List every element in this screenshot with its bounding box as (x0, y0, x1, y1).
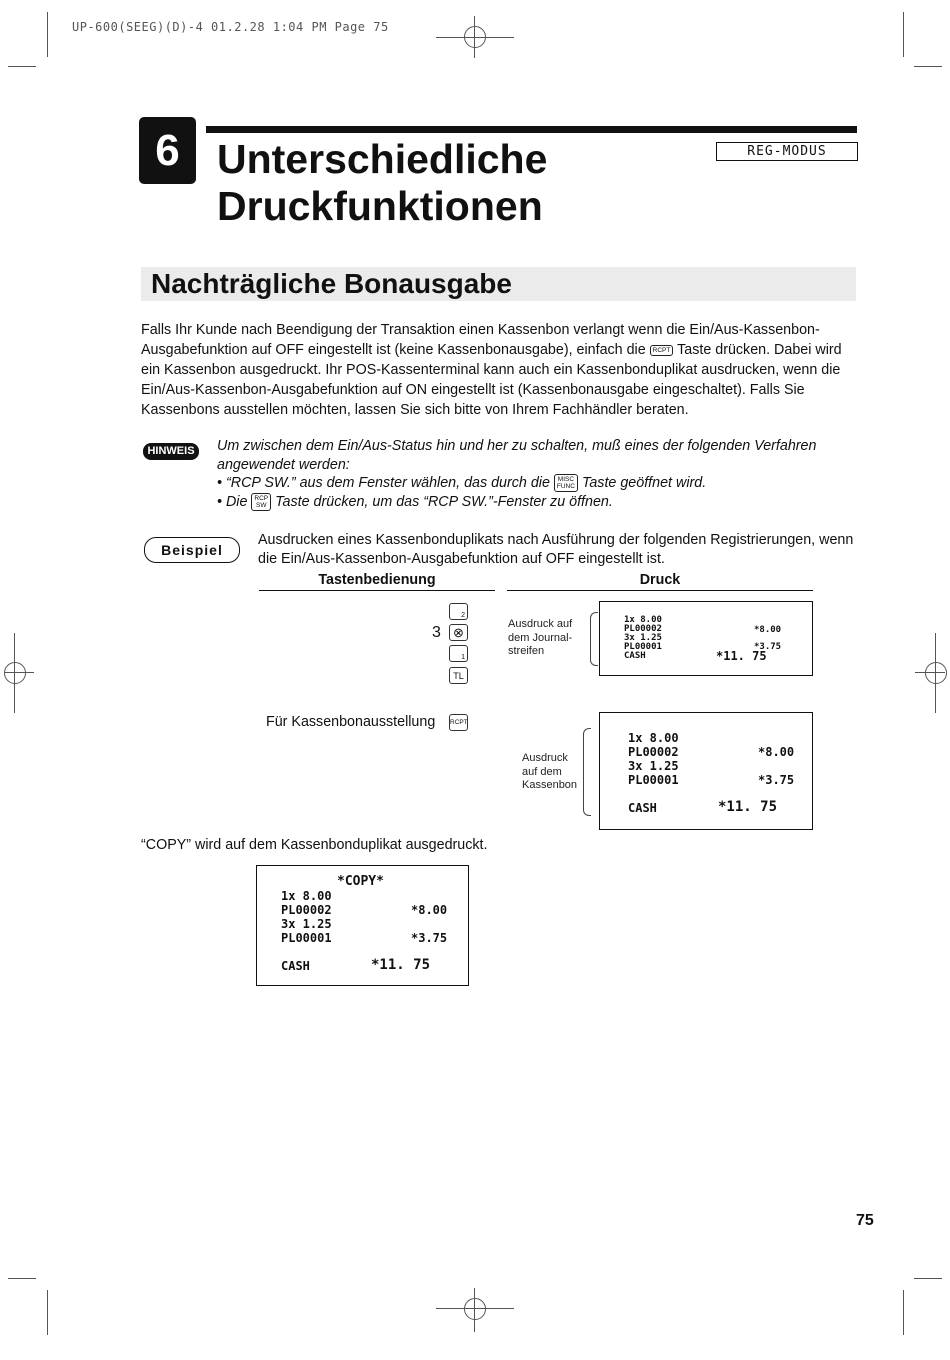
chapter-title (217, 136, 697, 230)
receipt-print-label: Ausdruck auf dem Kassenbon (522, 752, 578, 791)
crop-mark (47, 1290, 48, 1335)
copy-receipt: *COPY* 1x 8.00 PL00002 3x 1.25 PL00001 CASH *8.00 *3.75 *11. 75 (256, 865, 469, 986)
journal-label: Ausdruck auf dem Journal- streifen (508, 618, 573, 657)
page-number: 75 (856, 1212, 874, 1229)
column-header-print: Druck (639, 572, 681, 588)
crop-mark (914, 1278, 942, 1279)
example-description: Ausdrucken eines Kassenbonduplikats nach Ausführung der folgenden Registrierungen, wenn die Ein/Aus-Kassenbon-Ausgabefunktion auf OFF eingestellt ist. (258, 532, 854, 567)
hinweis-bullet2: • Die RCP SW Taste drücken, um das “RCP SW.”-Fenster zu öffnen. (217, 493, 613, 510)
crop-mark (903, 1290, 904, 1335)
crop-mark (47, 12, 48, 57)
mode-badge: REG-MODUS (716, 142, 858, 161)
crop-mark (914, 66, 942, 67)
numeric-key-1: 1 (449, 645, 468, 662)
intro-paragraph (141, 320, 861, 420)
registration-mark (436, 37, 514, 38)
column-header-keys: Tastenbedienung (318, 572, 436, 588)
quantity-label: 3 (432, 624, 441, 641)
crop-mark (8, 1278, 36, 1279)
registration-mark (474, 1288, 475, 1332)
multiply-key-icon: ⊗ (449, 624, 468, 641)
registration-mark (436, 1308, 514, 1309)
registration-mark (4, 662, 26, 684)
rcpt-key-icon: RCPT (650, 345, 674, 356)
chapter-title-line2: Druckfunktionen (217, 183, 543, 229)
chapter-title-line1: Unterschiedliche (217, 136, 548, 182)
crop-mark (8, 66, 36, 67)
registration-mark (4, 672, 34, 673)
numeric-key-2: 2 (449, 603, 468, 620)
registration-mark (925, 662, 947, 684)
registration-mark (474, 16, 475, 58)
column-rule (507, 590, 813, 591)
registration-mark (464, 1298, 486, 1320)
chapter-number: 6 (139, 117, 196, 184)
receipt-issue-label: Für Kassenbonausstellung (266, 714, 436, 730)
chapter-rule (206, 126, 857, 133)
section-title: Nachträgliche Bonausgabe (151, 268, 512, 299)
rcp-sw-key-icon: RCP SW (251, 493, 271, 511)
print-header: UP-600(SEEG)(D)-4 01.2.28 1:04 PM Page 75 (72, 20, 389, 34)
journal-print: 1x 8.00 PL00002 3x 1.25 PL00001 CASH *8.00 *3.75 *11. 75 (599, 601, 813, 676)
registration-mark (14, 633, 15, 713)
copy-note: “COPY” wird auf dem Kassenbonduplikat ausgedruckt. (141, 837, 488, 853)
hinweis-note (217, 437, 867, 511)
intro-text-1: Falls Ihr Kunde nach Beendigung der Transaktion einen Kassenbon verlangt wenn die Ein/Aus-Kassenbon-Ausgabefunktion auf OFF eingestellt ist (keine Kassenbonausgabe), einfach die (141, 322, 820, 358)
intro-text-2: Taste drücken. Dabei wird ein Kassenbon ausgedruckt. Ihr POS-Kassenterminal kann auch ein Kassenbonduplikat ausdrucken, wenn die Ein/Aus-Kassenbon-Ausgabefunktion auf ON eingestellt ist (Kassenbonausgabe eingeschaltet). Falls Sie Kassenbons ausstellen möchten, lassen Sie sich bitte von Ihrem Fachhändler beraten. (141, 342, 842, 418)
misc-func-key-icon: MISC FUNC (554, 474, 578, 492)
journal-brace (590, 612, 598, 666)
beispiel-tag: Beispiel (144, 537, 240, 563)
rcpt-key: RCPT (449, 714, 468, 731)
receipt-brace (583, 728, 591, 816)
hinweis-bullet1: • “RCP SW.” aus dem Fenster wählen, das durch die MISC FUNC Taste geöffnet wird. (217, 475, 707, 491)
registration-mark (915, 672, 945, 673)
hinweis-tag: HINWEIS (143, 443, 199, 460)
receipt-print: 1x 8.00 PL00002 3x 1.25 PL00001 CASH *8.00 *3.75 *11. 75 (599, 712, 813, 830)
hinweis-line1: Um zwischen dem Ein/Aus-Status hin und her zu schalten, muß eines der folgenden Verfahren angewendet werden: (217, 438, 817, 473)
registration-mark (935, 633, 936, 713)
tl-key: TL (449, 667, 468, 684)
crop-mark (903, 12, 904, 57)
column-rule (259, 590, 495, 591)
